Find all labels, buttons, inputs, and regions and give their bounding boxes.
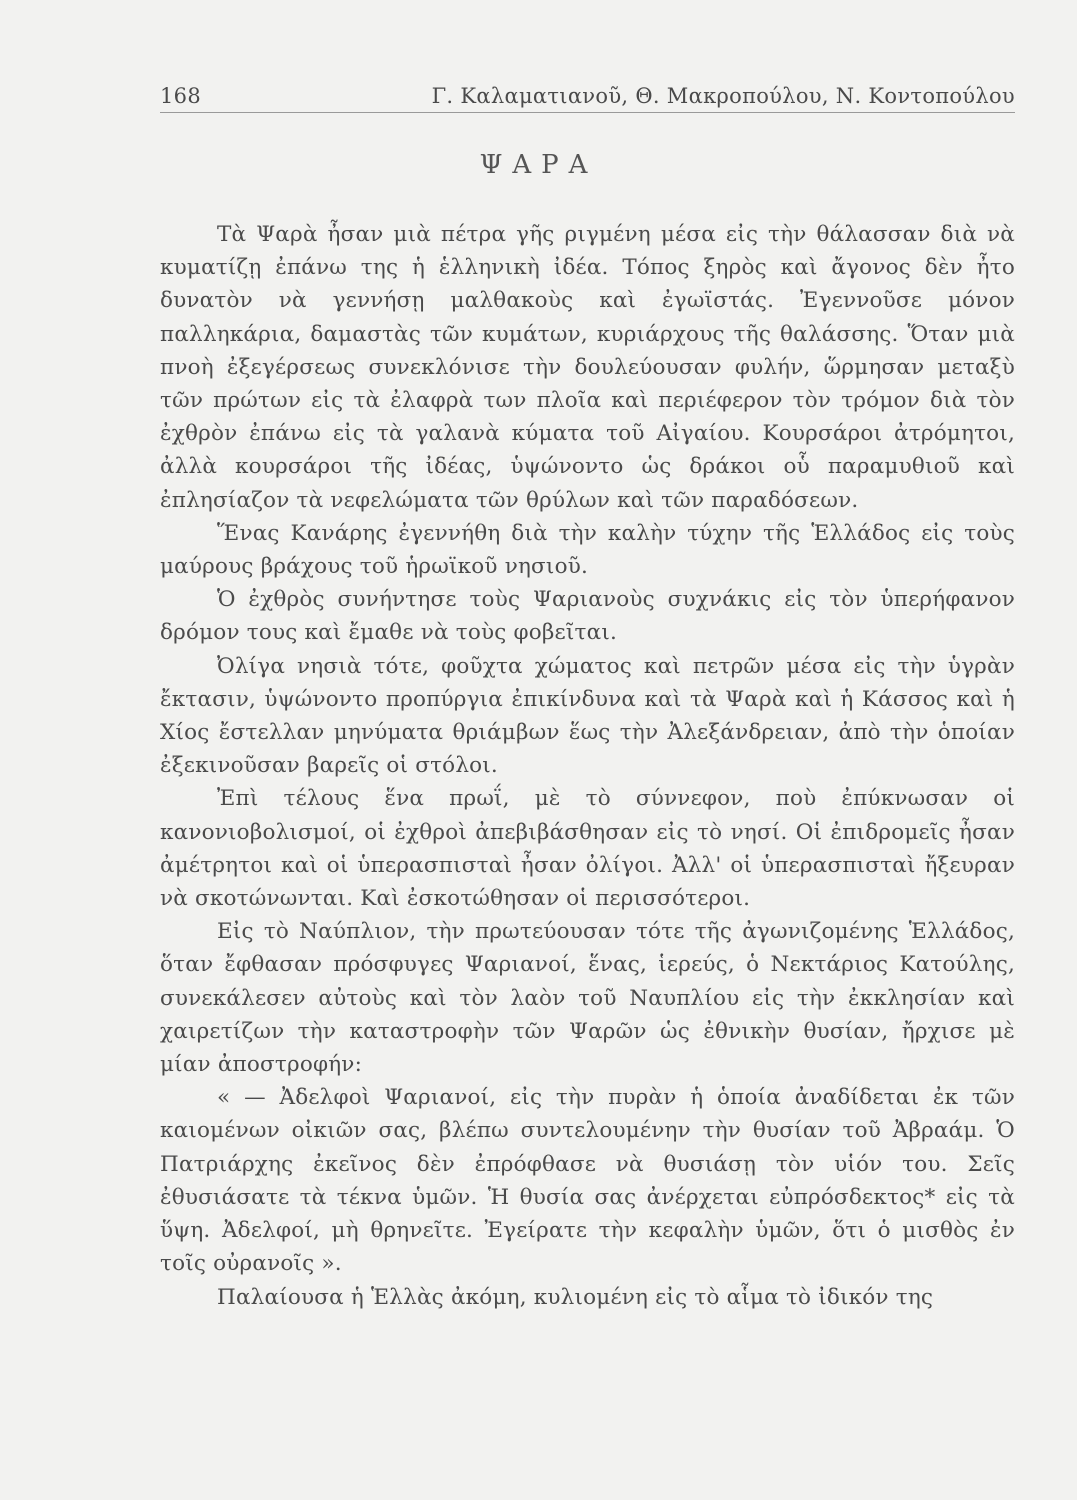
- header-authors: Γ. Καλαματιανοῦ, Θ. Μακροπούλου, Ν. Κοντοπούλου: [431, 84, 1015, 108]
- paragraph: Εἰς τὸ Ναύπλιον, τὴν πρωτεύουσαν τότε τῆς ἀγωνιζομένης Ἑλλάδος, ὅταν ἔφθασαν πρόσφυγες Ψαριανοί, ἕνας, ἱερεύς, ὁ Νεκτάριος Κατούλης, συνεκάλεσεν αὐτοὺς καὶ τὸν λαὸν τοῦ Ναυπλίου εἰς τὴν ἐκκλησίαν καὶ χαιρετίζων τὴν καταστροφὴν τῶν Ψαρῶν ὡς ἐθνικὴν θυσίαν, ἤρχισε μὲ μίαν ἀποστροφήν:: [160, 919, 1015, 1078]
- paragraph: Ἐπὶ τέλους ἕνα πρωΐ, μὲ τὸ σύννεφον, ποὺ ἐπύκνωσαν οἱ κανονιοβολισμοί, οἱ ἐχθροὶ ἀπεβιβάσθησαν εἰς τὸ νησί. Οἱ ἐπιδρομεῖς ἦσαν ἀμέτρητοι καὶ οἱ ὑπερασπισταὶ ἦσαν ὀλίγοι. Ἀλλ' οἱ ὑπερασπισταὶ ἤξευραν νὰ σκοτώνωνται. Καὶ ἐσκοτώθησαν οἱ περισσότεροι.: [160, 786, 1015, 912]
- running-header: [160, 78, 1015, 113]
- paragraph: Τὰ Ψαρὰ ἦσαν μιὰ πέτρα γῆς ριγμένη μέσα εἰς τὴν θάλασσαν διὰ νὰ κυματίζῃ ἐπάνω της ἡ ἑλληνικὴ ἰδέα. Τόπος ξηρὸς καὶ ἄγονος δὲν ἦτο δυνατὸν νὰ γεννήσῃ μαλθακοὺς καὶ ἐγωϊστάς. Ἐγεννοῦσε μόνον παλληκάρια, δαμαστὰς τῶν κυμάτων, κυριάρχους τῆς θαλάσσης. Ὅταν μιὰ πνοὴ ἐξεγέρσεως συνεκλόνισε τὴν δουλεύουσαν φυλήν, ὥρμησαν μεταξὺ τῶν πρώτων εἰς τὰ ἐλαφρὰ των πλοῖα καὶ περιέφερον τὸν τρόμον διὰ τὸν ἐχθρὸν ἐπάνω εἰς τὰ γαλανὰ κύματα τοῦ Αἰγαίου. Κουρσάροι ἀτρόμητοι, ἀλλὰ κουρσάροι τῆς ἰδέας, ὑψώνοντο ὡς δράκοι οὗ παραμυθιοῦ καὶ ἐπλησίαζον τὰ νεφελώματα τῶν θρύλων καὶ τῶν παραδόσεων.: [160, 222, 1015, 513]
- paragraph: Ἕνας Κανάρης ἐγεννήθη διὰ τὴν καλὴν τύχην τῆς Ἑλλάδος εἰς τοὺς μαύρους βράχους τοῦ ἡρωϊκοῦ νησιοῦ.: [160, 520, 1015, 580]
- paragraph: « — Ἀδελφοὶ Ψαριανοί, εἰς τὴν πυρὰν ἡ ὁποία ἀναδίδεται ἐκ τῶν καιομένων οἰκιῶν σας, βλέπω συντελουμένην τὴν θυσίαν τοῦ Ἀβραάμ. Ὁ Πατριάρχης ἐκεῖνος δὲν ἐπρόφθασε νὰ θυσιάσῃ τὸν υἱόν του. Σεῖς ἐθυσιάσατε τὰ τέκνα ὑμῶν. Ἡ θυσία σας ἀνέρχεται εὐπρόσδεκτος* εἰς τὰ ὕψη. Ἀδελφοί, μὴ θρηνεῖτε. Ἐγείρατε τὴν κεφαλὴν ὑμῶν, ὅτι ὁ μισθὸς ἐν τοῖς οὐρανοῖς ».: [160, 1085, 1015, 1277]
- page-number: 168: [160, 84, 201, 108]
- paragraph: Ὁ ἐχθρὸς συνήντησε τοὺς Ψαριανοὺς συχνάκις εἰς τὸν ὑπερήφανον δρόμον τους καὶ ἔμαθε νὰ τοὺς φοβεῖται.: [160, 587, 1015, 646]
- body-text: [160, 218, 1015, 1314]
- paragraph: Παλαίουσα ἡ Ἑλλὰς ἀκόμη, κυλιομένη εἰς τὸ αἷμα τὸ ἰδικόν της: [217, 1284, 934, 1310]
- paragraph: Ὀλίγα νησιὰ τότε, φοῦχτα χώματος καὶ πετρῶν μέσα εἰς τὴν ὑγρὰν ἔκτασιν, ὑψώνοντο προπύργια ἐπικίνδυνα καὶ τὰ Ψαρὰ καὶ ἡ Κάσσος καὶ ἡ Χίος ἔστελλαν μηνύματα θριάμβων ἕως τὴν Ἀλεξάνδρειαν, ἀπὸ τὴν ὁποίαν ἐξεκινοῦσαν βαρεῖς οἱ στόλοι.: [160, 653, 1015, 779]
- chapter-title: ΨΑΡΑ: [479, 150, 598, 180]
